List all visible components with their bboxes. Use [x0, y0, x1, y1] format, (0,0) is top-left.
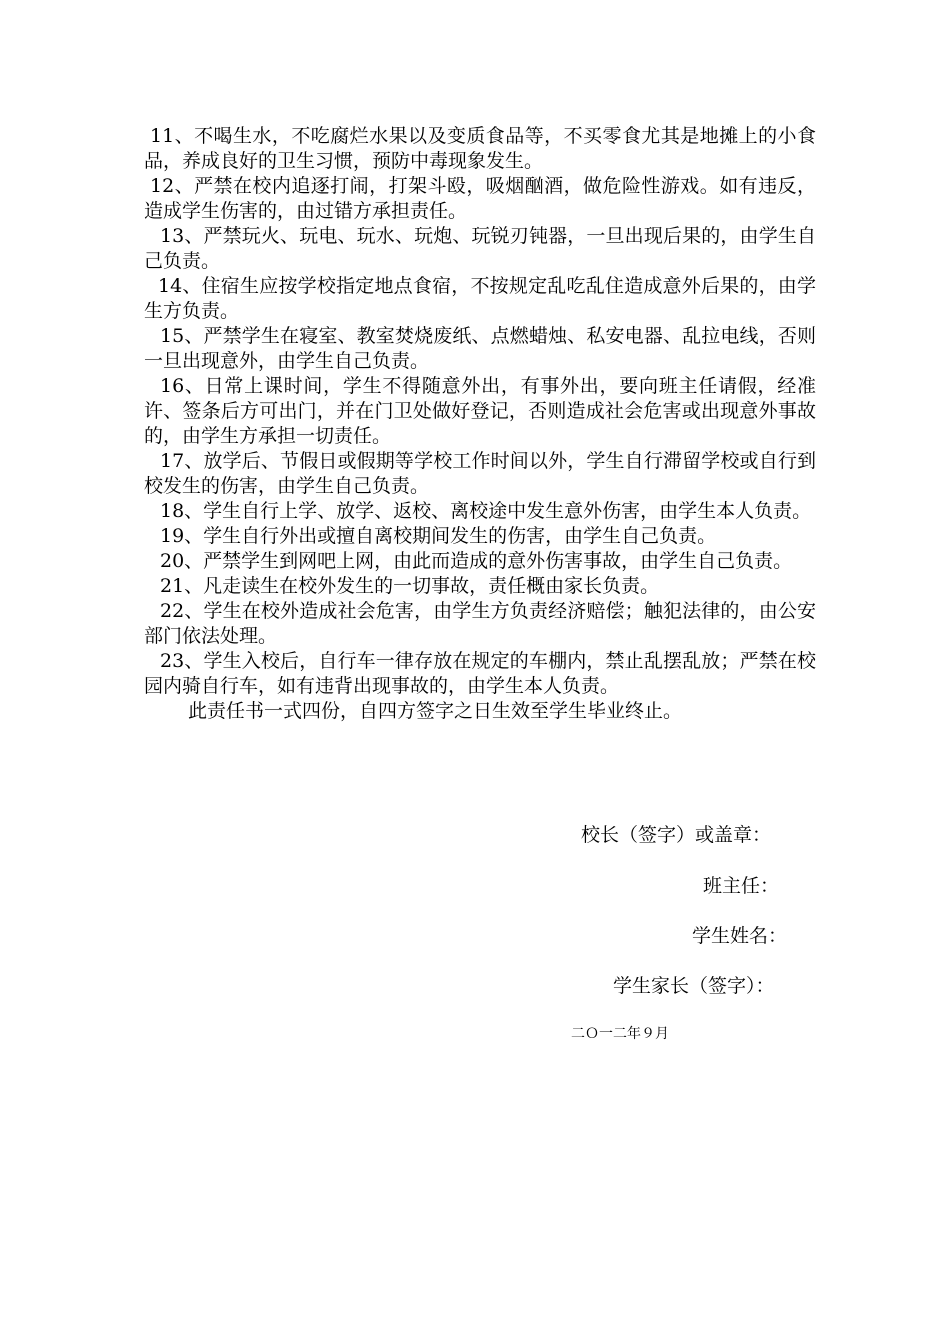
clause-19: 19、学生自行外出或擅自离校期间发生的伤害，由学生自己负责。 — [160, 525, 717, 547]
parent-signature-label: 学生家长（签字）： — [613, 975, 775, 997]
clause-13: 13、严禁玩火、玩电、玩水、玩炮、玩锐刃钝器，一旦出现后果的，由学生自己负责。 — [144, 225, 816, 272]
clause-11: 11、不喝生水，不吃腐烂水果以及变质食品等，不买零食尤其是地摊上的小食品，养成良好的卫生习惯，预防中毒现象发生。 — [144, 125, 816, 172]
clause-16: 16、日常上课时间，学生不得随意外出，有事外出，要向班主任请假，经准许、签条后方可出门，并在门卫处做好登记，否则造成社会危害或出现意外事故的，由学生方承担一切责任。 — [144, 375, 816, 447]
document-date: 二Ｏ一二年９月 — [571, 1026, 669, 1042]
clause-23: 23、学生入校后，自行车一律存放在规定的车棚内，禁止乱摆乱放；严禁在校园内骑自行车，如有违背出现事故的，由学生本人负责。 — [144, 650, 816, 697]
clause-20: 20、严禁学生到网吧上网，由此而造成的意外伤害事故，由学生自己负责。 — [160, 550, 793, 572]
student-name-label: 学生姓名： — [692, 925, 788, 947]
validity-statement: 此责任书一式四份，自四方签字之日生效至学生毕业终止。 — [188, 700, 683, 722]
clause-18: 18、学生自行上学、放学、返校、离校途中发生意外伤害，由学生本人负责。 — [160, 500, 812, 522]
principal-signature-label: 校长（签字）或盖章： — [581, 824, 772, 846]
clause-12: 12、严禁在校内追逐打闹，打架斗殴，吸烟酗酒，做危险性游戏。如有违反，造成学生伤害的，由过错方承担责任。 — [144, 175, 816, 222]
clause-15: 15、严禁学生在寝室、教室焚烧废纸、点燃蜡烛、私安电器、乱拉电线，否则一旦出现意外，由学生自己负责。 — [144, 325, 816, 372]
responsibility-clauses — [144, 124, 816, 724]
clause-14: 14、住宿生应按学校指定地点食宿，不按规定乱吃乱住造成意外后果的，由学生方负责。 — [144, 275, 816, 322]
clause-21: 21、凡走读生在校外发生的一切事故，责任概由家长负责。 — [160, 575, 660, 597]
clause-22: 22、学生在校外造成社会危害，由学生方负责经济赔偿；触犯法律的，由公安部门依法处理。 — [144, 600, 816, 647]
head-teacher-label: 班主任： — [703, 875, 780, 897]
clause-17: 17、放学后、节假日或假期等学校工作时间以外，学生自行滞留学校或自行到校发生的伤害，由学生自己负责。 — [144, 450, 816, 497]
